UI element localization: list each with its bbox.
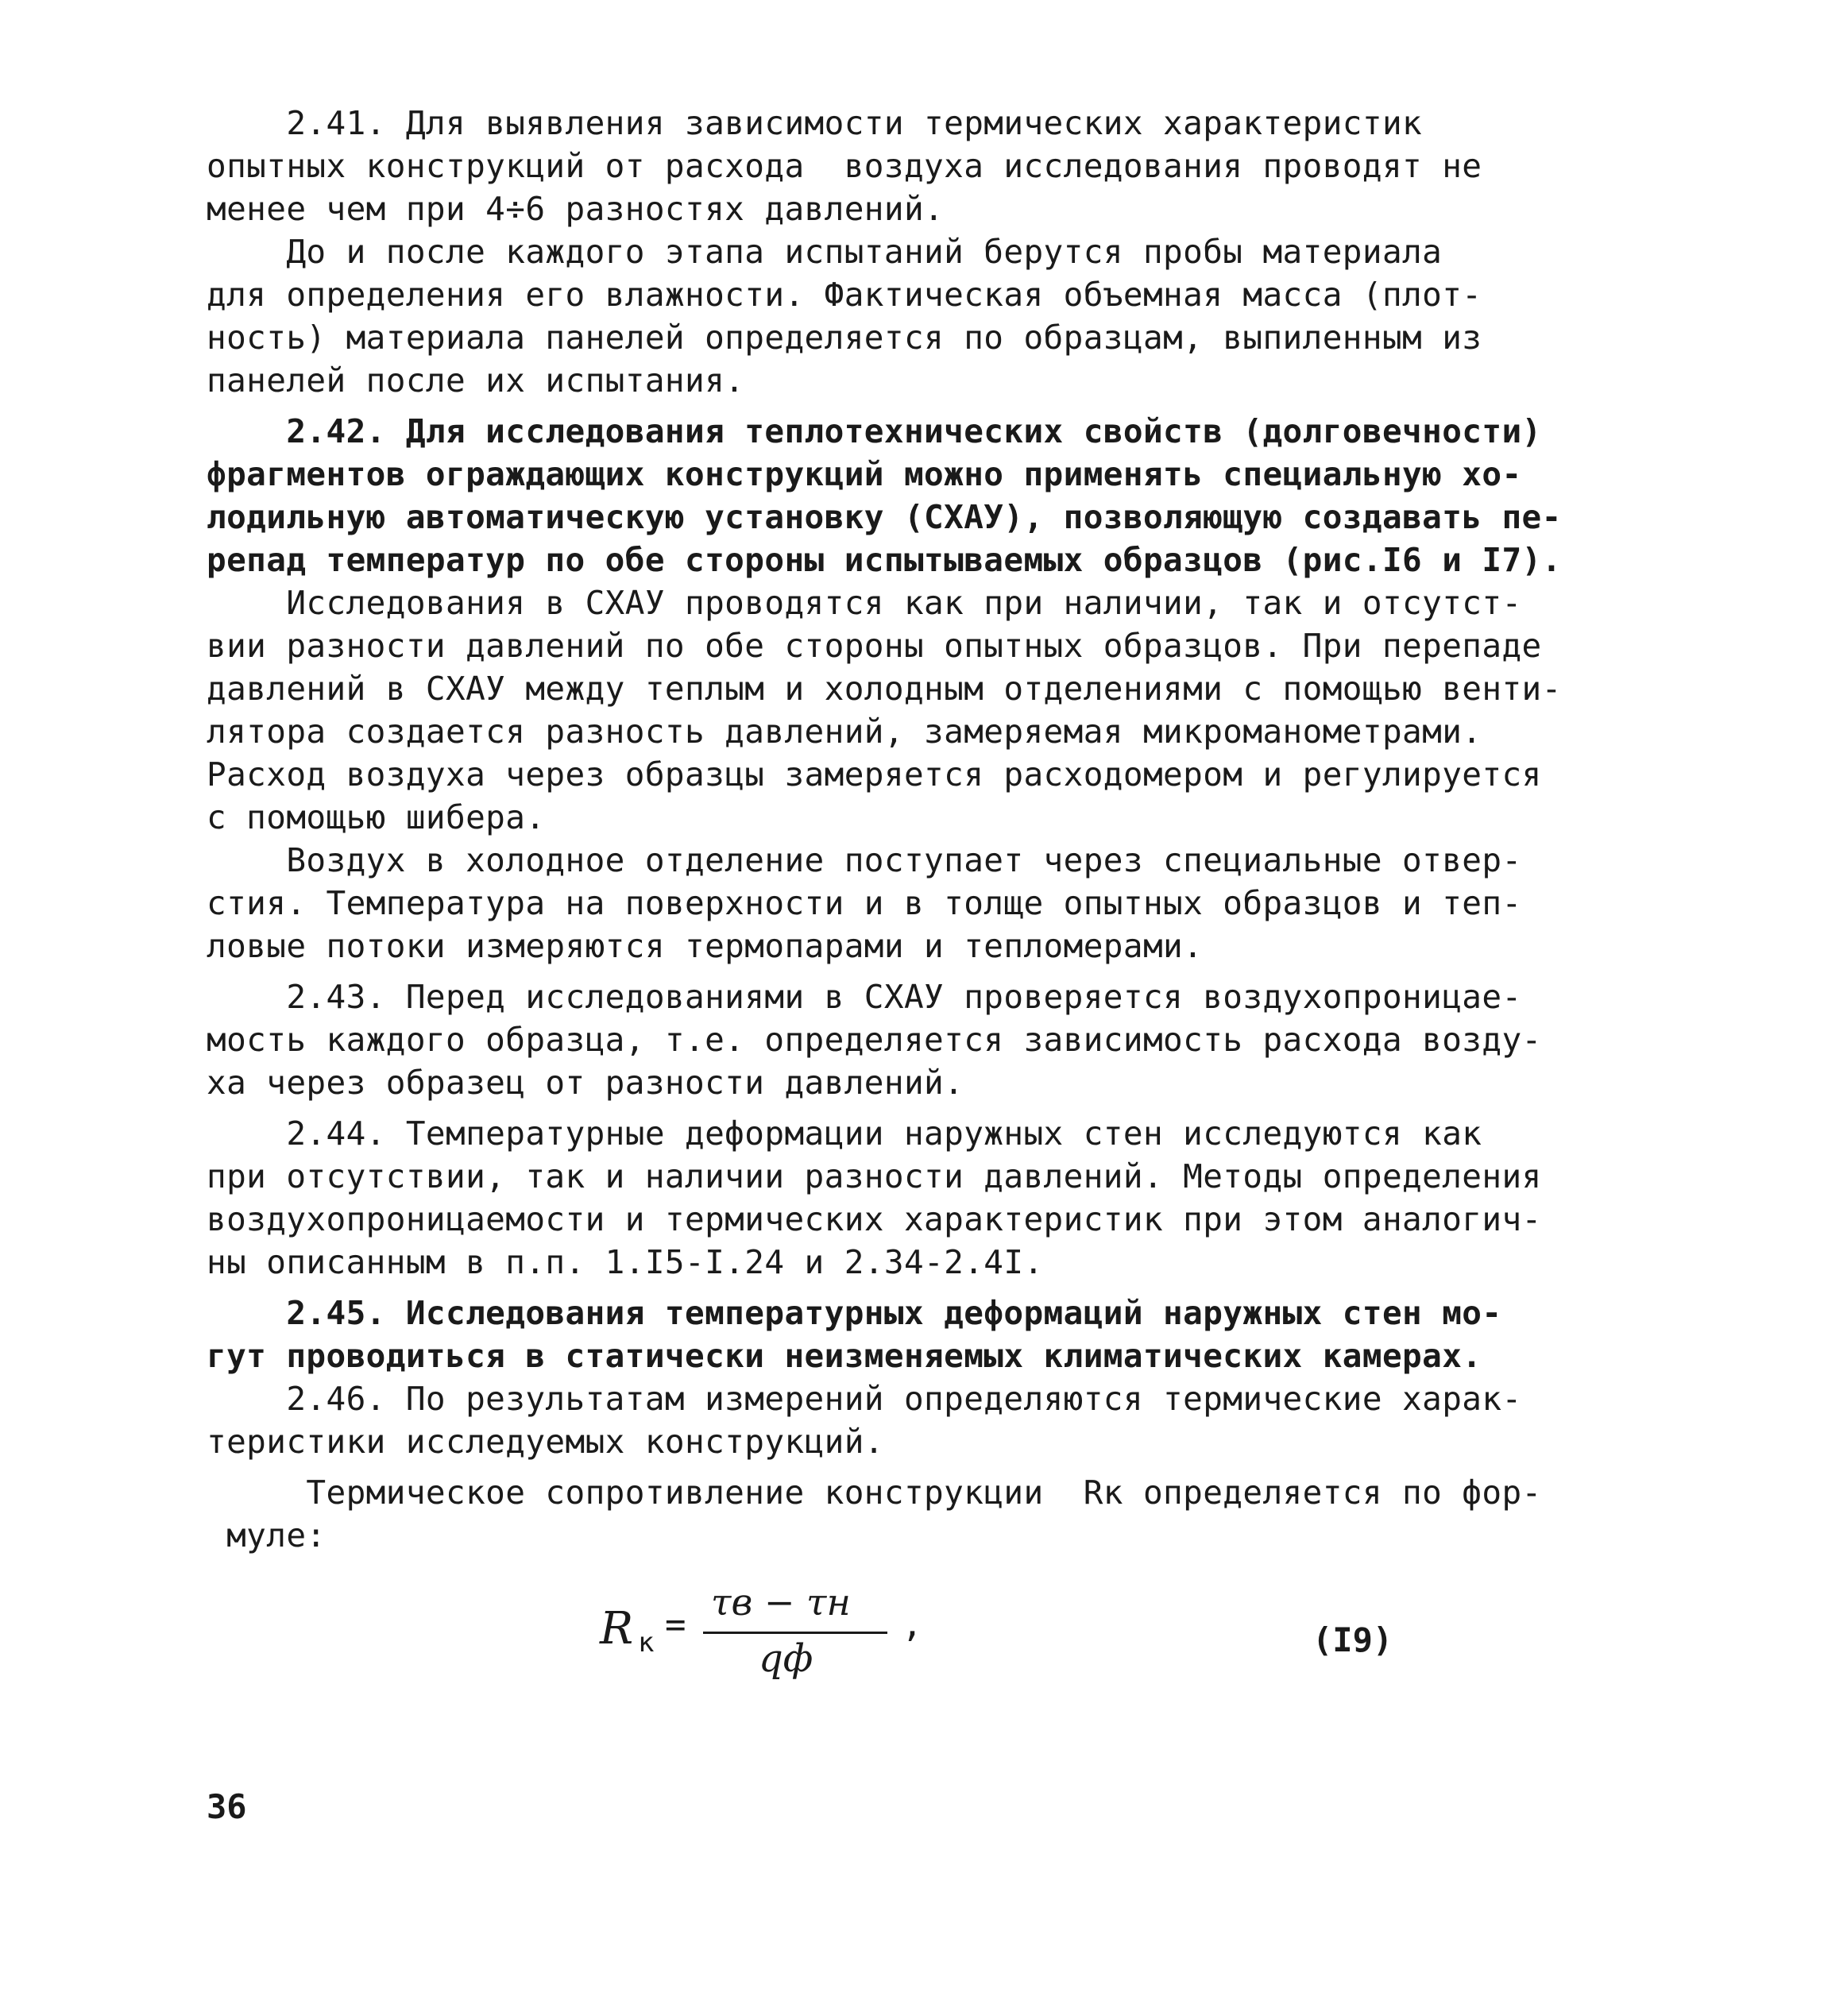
text-line: давлений в СХАУ между теплым и холодным отделениями с помощью венти- (207, 670, 1562, 708)
equation-number: (I9) (1312, 1620, 1393, 1659)
fraction-bar (703, 1632, 887, 1634)
text-line: вии разности давлений по обе стороны опытных образцов. При перепаде (207, 627, 1542, 665)
text-line: ха через образец от разности давлений. (207, 1064, 964, 1102)
text-line: ны описанным в п.п. 1.I5-I.24 и 2.34-2.4I. (207, 1243, 1044, 1281)
text-line: репад температур по обе стороны испытываемых образцов (рис.I6 и I7). (207, 541, 1562, 579)
text-line: воздухопроницаемости и термических характеристик при этом аналогич- (207, 1200, 1542, 1238)
text-line: 2.42. Для исследования теплотехнических свойств (долговечности) (207, 412, 1542, 450)
text-line: Воздух в холодное отделение поступает через специальные отвер- (207, 841, 1522, 879)
text-line: До и после каждого этапа испытаний берутся пробы материала (207, 233, 1443, 271)
text-line: муле: (207, 1516, 327, 1554)
text-line: Расход воздуха через образцы замеряется расходомером и регулируется (207, 755, 1542, 794)
text-line: при отсутствии, так и наличии разности давлений. Методы определения (207, 1157, 1542, 1195)
text-line: для определения его влажности. Фактическая объемная масса (плот- (207, 276, 1482, 314)
text-line: 2.44. Температурные деформации наружных стен исследуются как (207, 1114, 1482, 1153)
text-line: 2.45. Исследования температурных деформаций наружных стен мо- (207, 1294, 1502, 1332)
text-line: гут проводиться в статически неизменяемых климатических камерах. (207, 1337, 1482, 1375)
text-line: теристики исследуемых конструкций. (207, 1423, 884, 1461)
formula-19 (600, 1581, 965, 1700)
text-line: стия. Температура на поверхности и в толще опытных образцов и теп- (207, 884, 1522, 922)
text-line: лятора создается разность давлений, замеряемая микроманометрами. (207, 713, 1482, 751)
text-line: менее чем при 4÷6 разностях давлений. (207, 190, 945, 228)
formula-lhs-subscript: к (638, 1627, 655, 1659)
text-line: ловые потоки измеряются термопарами и тепломерами. (207, 927, 1204, 965)
formula-denominator: qф (759, 1636, 813, 1681)
text-line: Исследования в СХАУ проводятся как при наличии, так и отсутст- (207, 584, 1522, 622)
text-line: 2.41. Для выявления зависимости термических характеристик (207, 104, 1423, 142)
formula-numerator: τв − τн (711, 1581, 851, 1624)
text-line: лодильную автоматическую установку (СХАУ), позволяющую создавать пе- (207, 498, 1562, 536)
text-line: опытных конструкций от расхода воздуха исследования проводят не (207, 147, 1482, 185)
text-line: мость каждого образца, т.е. определяется зависимость расхода возду- (207, 1021, 1542, 1059)
formula-equals: = (665, 1605, 686, 1645)
text-line: фрагментов ограждающих конструкций можно применять специальную хо- (207, 455, 1522, 493)
text-line: 2.46. По результатам измерений определяются термические харак- (207, 1380, 1522, 1418)
text-line: с помощью шибера. (207, 798, 546, 836)
formula-lhs: R (600, 1603, 634, 1655)
page-number: 36 (207, 1787, 247, 1826)
text-line: ность) материала панелей определяется по образцам, выпиленным из (207, 319, 1482, 357)
formula-comma: , (902, 1605, 923, 1645)
text-line: 2.43. Перед исследованиями в СХАУ проверяется воздухопроницае- (207, 978, 1522, 1016)
text-line: Термическое сопротивление конструкции Rк определяется по фор- (207, 1473, 1542, 1512)
text-line: панелей после их испытания. (207, 361, 745, 400)
